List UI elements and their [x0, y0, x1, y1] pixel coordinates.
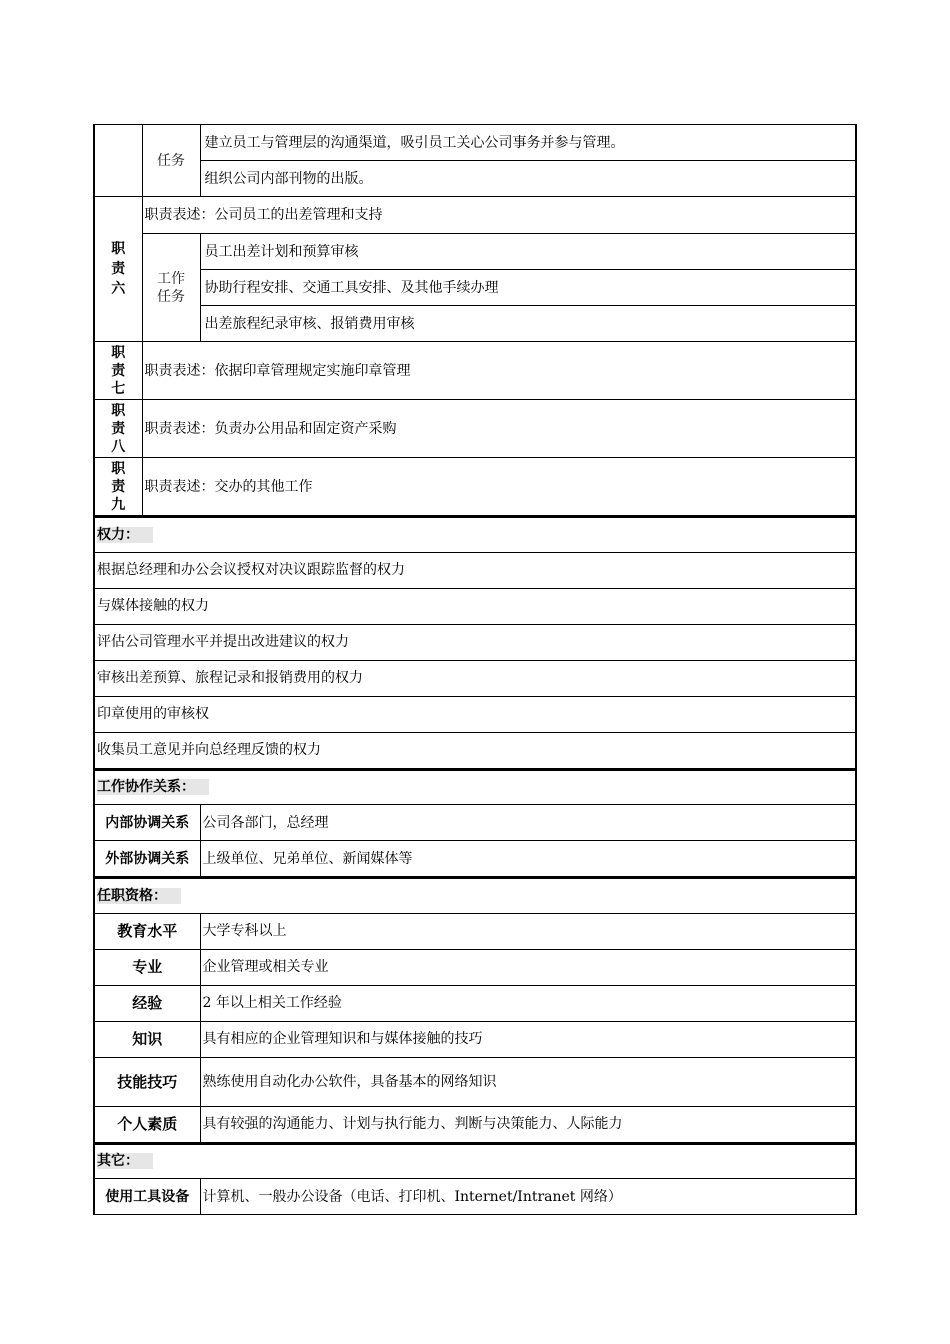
relations-heading: 工作协作关系：	[94, 770, 856, 805]
duty-label-empty	[94, 125, 142, 197]
duty9-label: 职责九	[94, 458, 142, 516]
qualification-label: 个人素质	[94, 1106, 200, 1142]
authority-item: 印章使用的审核权	[94, 696, 856, 732]
internal-relation-value: 公司各部门，总经理	[200, 805, 856, 841]
external-relation-label: 外部协调关系	[94, 841, 200, 877]
relations-table	[93, 769, 857, 878]
authority-item: 收集员工意见并向总经理反馈的权力	[94, 732, 856, 768]
task-item: 出差旅程纪录审核、报销费用审核	[200, 306, 856, 342]
task-label: 任务	[142, 125, 200, 197]
qualification-label: 技能技巧	[94, 1057, 200, 1106]
internal-relation-label: 内部协调关系	[94, 805, 200, 841]
job-description-page	[93, 124, 857, 1215]
external-relation-value: 上级单位、兄弟单位、新闻媒体等	[200, 841, 856, 877]
other-table	[93, 1143, 857, 1216]
task-item: 组织公司内部刊物的出版。	[200, 161, 856, 197]
qualification-value: 具有较强的沟通能力、计划与执行能力、判断与决策能力、人际能力	[200, 1106, 856, 1142]
qualification-value: 2 年以上相关工作经验	[200, 985, 856, 1021]
qualification-value: 大学专科以上	[200, 913, 856, 949]
duty6-task-label: 工作任务	[142, 234, 200, 342]
qualification-value: 熟练使用自动化办公软件，具备基本的网络知识	[200, 1057, 856, 1106]
qualifications-table	[93, 877, 857, 1143]
duties-table	[93, 124, 857, 516]
duty7-label: 职责七	[94, 342, 142, 400]
authority-item: 与媒体接触的权力	[94, 588, 856, 624]
qualification-value: 具有相应的企业管理知识和与媒体接触的技巧	[200, 1021, 856, 1057]
equipment-value: 计算机、一般办公设备（电话、打印机、Internet/Intranet 网络）	[200, 1179, 856, 1215]
qualification-label: 专业	[94, 949, 200, 985]
duty9-description: 职责表述：交办的其他工作	[142, 458, 856, 516]
qualification-label: 经验	[94, 985, 200, 1021]
authority-item: 根据总经理和办公会议授权对决议跟踪监督的权力	[94, 552, 856, 588]
equipment-label: 使用工具设备	[94, 1179, 200, 1215]
task-item: 协助行程安排、交通工具安排、及其他手续办理	[200, 270, 856, 306]
task-item: 建立员工与管理层的沟通渠道，吸引员工关心公司事务并参与管理。	[200, 125, 856, 161]
duty7-description: 职责表述：依据印章管理规定实施印章管理	[142, 342, 856, 400]
duty6-label: 职责六	[94, 197, 142, 342]
other-heading: 其它：	[94, 1144, 856, 1179]
duty6-description: 职责表述：公司员工的出差管理和支持	[142, 197, 856, 234]
task-item: 员工出差计划和预算审核	[200, 234, 856, 270]
qualifications-heading: 任职资格：	[94, 878, 856, 913]
qualification-label: 教育水平	[94, 913, 200, 949]
qualification-value: 企业管理或相关专业	[200, 949, 856, 985]
authority-item: 评估公司管理水平并提出改进建议的权力	[94, 624, 856, 660]
duty8-description: 职责表述：负责办公用品和固定资产采购	[142, 400, 856, 458]
authority-heading: 权力：	[94, 517, 856, 552]
authority-table	[93, 516, 857, 769]
qualification-label: 知识	[94, 1021, 200, 1057]
authority-item: 审核出差预算、旅程记录和报销费用的权力	[94, 660, 856, 696]
duty8-label: 职责八	[94, 400, 142, 458]
